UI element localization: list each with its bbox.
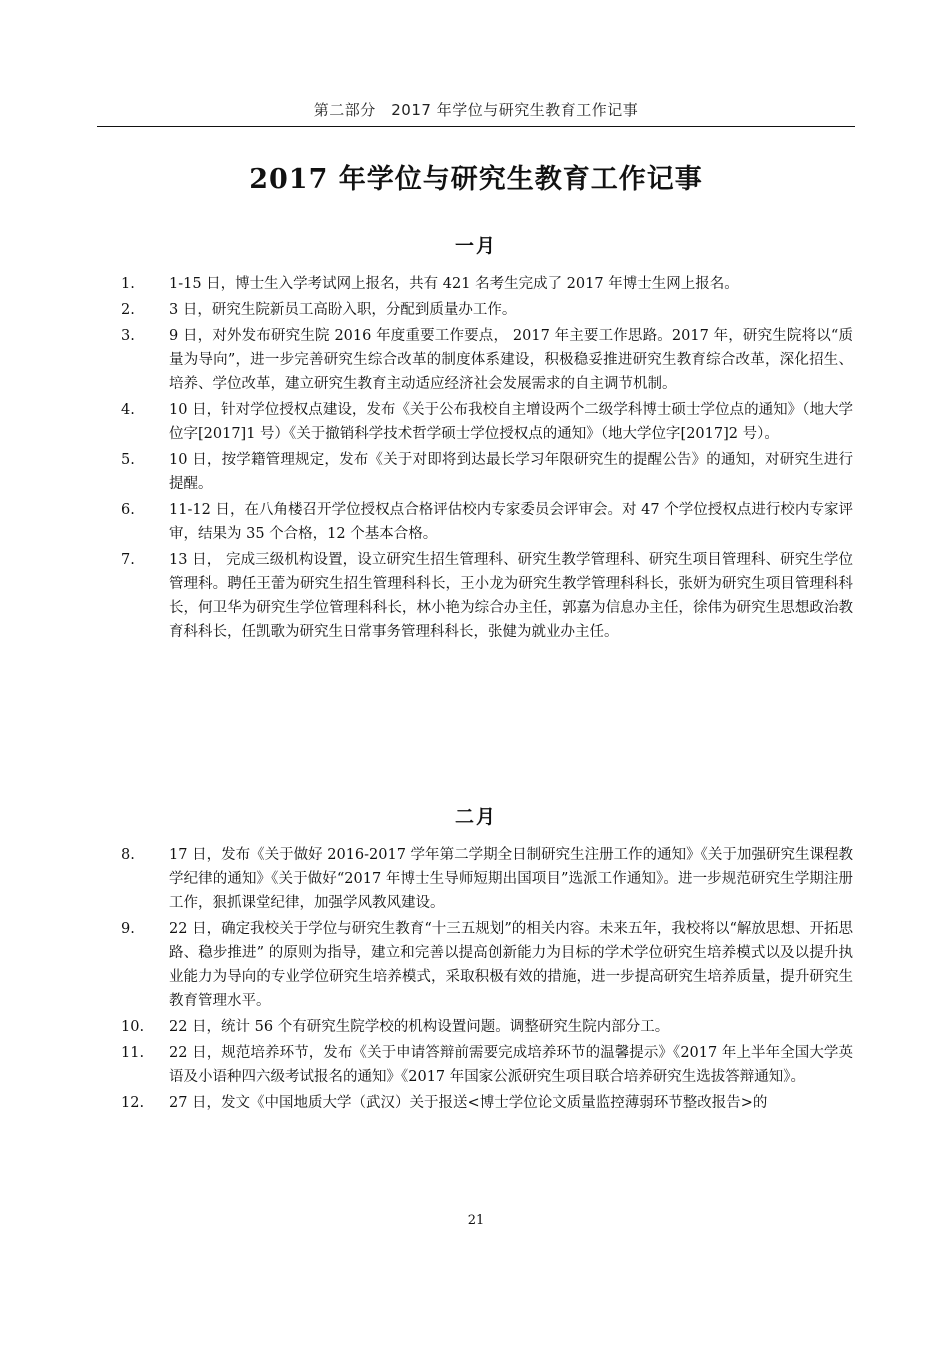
item-number: 6. <box>121 502 135 518</box>
page-number: 21 <box>467 1213 485 1228</box>
item-text: 27 日，发文《中国地质大学（武汉）关于报送<博士学位论文质量监控薄弱环节整改报告>的 <box>169 1095 768 1111</box>
list-item <box>0 272 952 296</box>
item-text: 10 日，按学籍管理规定，发布《关于对即将到达最长学习年限研究生的提醒公告》的通知，对研究生进行提醒。 <box>169 452 853 492</box>
list-item <box>0 298 952 322</box>
item-number: 12. <box>121 1095 145 1111</box>
item-text: 1-15 日，博士生入学考试网上报名，共有 421 名考生完成了 2017 年博士生网上报名。 <box>169 276 739 292</box>
item-number: 1. <box>121 276 135 292</box>
item-number: 3. <box>121 328 135 344</box>
item-text: 17 日，发布《关于做好 2016-2017 学年第二学期全日制研究生注册工作的通知》《关于加强研究生课程教学纪律的通知》《关于做好“2017 年博士生导师短期出国项目”选派工作通知》。进一步规范研究生学期注册工作，狠抓课堂纪律，加强学风教风建设。 <box>169 847 853 911</box>
item-number: 10. <box>121 1019 145 1035</box>
item-number: 7. <box>121 552 135 568</box>
item-text: 13 日， 完成三级机构设置，设立研究生招生管理科、研究生教学管理科、研究生项目管理科、研究生学位管理科。聘任王蕾为研究生招生管理科科长，王小龙为研究生教学管理科科长，张妍为研究生项目管理科科长，何卫华为研究生学位管理科科长，林小艳为综合办主任，郭嘉为信息办主任，徐伟为研究生思想政治教育科科长，任凯歌为研究生日常事务管理科科长，张健为就业办主任。 <box>169 552 853 640</box>
document-title: 2017 年学位与研究生教育工作记事 <box>249 164 703 195</box>
january-list <box>0 272 952 646</box>
item-number: 4. <box>121 402 135 418</box>
item-text: 9 日，对外发布研究生院 2016 年度重要工作要点， 2017 年主要工作思路。2017 年，研究生院将以“质量为导向”，进一步完善研究生综合改革的制度体系建设，积极稳妥推进研究生教育综合改革，深化招生、培养、学位改革，建立研究生教育主动适应经济社会发展需求的自主调节机制。 <box>169 328 853 392</box>
list-item <box>0 324 952 396</box>
header-rule <box>97 126 855 127</box>
item-text: 22 日，统计 56 个有研究生院学校的机构设置问题。调整研究生院内部分工。 <box>169 1019 670 1035</box>
month-heading-january: 一月 <box>454 235 497 257</box>
item-text: 22 日，确定我校关于学位与研究生教育“十三五规划”的相关内容。未来五年，我校将以“解放思想、开拓思路、稳步推进” 的原则为指导，建立和完善以提高创新能力为目标的学术学位研究生培养模式以及以提升执业能力为导向的专业学位研究生培养模式，采取积极有效的措施，进一步提高研究生培养质量，提升研究生教育管理水平。 <box>169 921 853 1009</box>
item-number: 2. <box>121 302 135 318</box>
list-item <box>0 1041 952 1089</box>
list-item <box>0 843 952 915</box>
item-text: 3 日，研究生院新员工高盼入职，分配到质量办工作。 <box>169 302 517 318</box>
running-header: 第二部分 2017 年学位与研究生教育工作记事 <box>313 101 639 119</box>
list-item <box>0 498 952 546</box>
item-number: 8. <box>121 847 135 863</box>
item-number: 11. <box>121 1045 145 1061</box>
february-list <box>0 843 952 1117</box>
list-item <box>0 1015 952 1039</box>
list-item <box>0 1091 952 1115</box>
list-item <box>0 448 952 496</box>
list-item <box>0 548 952 644</box>
list-item <box>0 398 952 446</box>
item-number: 9. <box>121 921 135 937</box>
item-text: 22 日，规范培养环节，发布《关于申请答辩前需要完成培养环节的温馨提示》《2017 年上半年全国大学英语及小语种四六级考试报名的通知》《2017 年国家公派研究生项目联合培养研究生选拔答辩通知》。 <box>169 1045 853 1085</box>
item-text: 10 日，针对学位授权点建设，发布《关于公布我校自主增设两个二级学科博士硕士学位点的通知》（地大学位字[2017]1 号）《关于撤销科学技术哲学硕士学位授权点的通知》（地大学位字[2017]2 号）。 <box>169 402 853 442</box>
item-text: 11-12 日，在八角楼召开学位授权点合格评估校内专家委员会评审会。对 47 个学位授权点进行校内专家评审，结果为 35 个合格，12 个基本合格。 <box>169 502 853 542</box>
list-item <box>0 917 952 1013</box>
month-heading-february: 二月 <box>454 806 497 828</box>
item-number: 5. <box>121 452 135 468</box>
